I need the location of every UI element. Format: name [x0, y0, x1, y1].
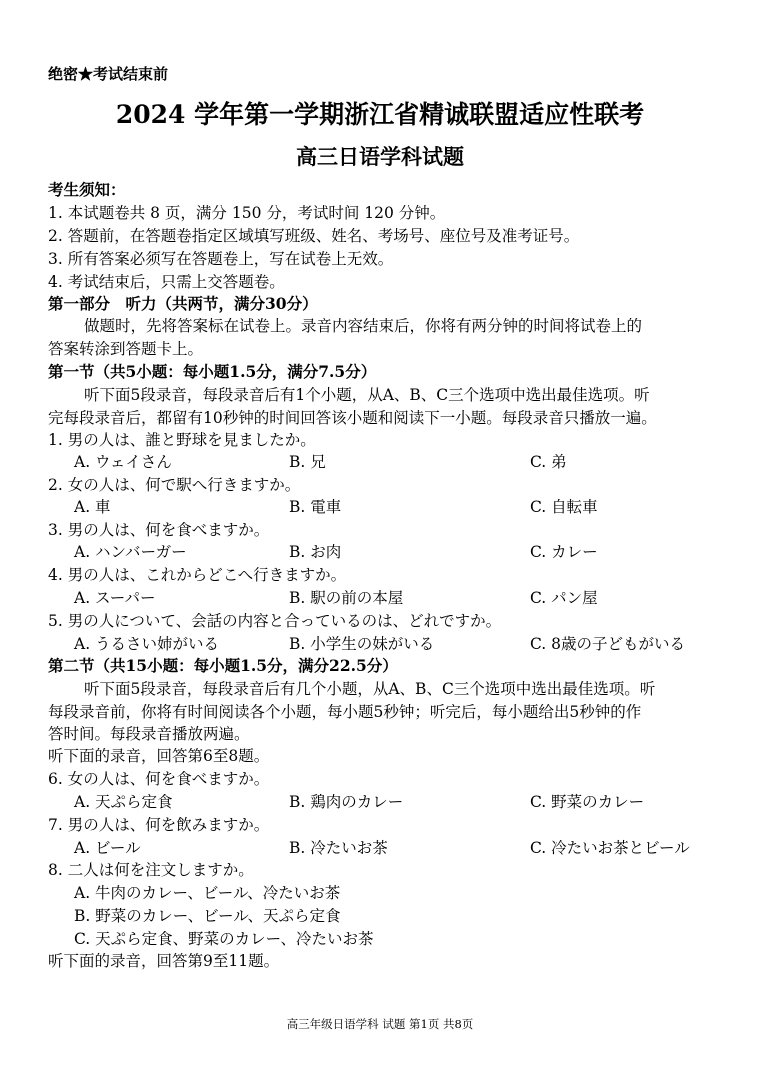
exam-subtitle: 高三日语学科试题 — [296, 144, 464, 169]
question-1: 1. 男の人は、誰と野球を見ましたか。 — [48, 431, 316, 449]
option-a: A. 車 — [74, 498, 111, 516]
part1-intro: 答案转涂到答题卡上。 — [48, 340, 204, 358]
part1-intro: 做题时，先将答案标在试卷上。录音内容结束后，你将有两分钟的时间将试卷上的 — [84, 317, 643, 335]
option-c: C. カレー — [530, 543, 598, 561]
part1-heading: 第一部分 听力（共两节，满分30分） — [48, 294, 318, 313]
option-c: C. 野菜のカレー — [530, 793, 645, 811]
question-5: 5. 男の人について、会話の内容と合っているのは、どれですか。 — [48, 612, 502, 630]
option-b: B. 野菜のカレー、ビール、天ぷら定食 — [74, 907, 341, 925]
section2-intro: 听下面5段录音，每段录音后有几个小题，从A、B、C三个选项中选出最佳选项。听 — [84, 680, 656, 698]
option-c: C. パン屋 — [530, 589, 598, 607]
instruction-item: 2. 答题前，在答题卷指定区域填写班级、姓名、考场号、座位号及准考证号。 — [48, 227, 580, 245]
instruction-item: 4. 考试结束后，只需上交答题卷。 — [48, 273, 285, 291]
option-b: B. 小学生の妹がいる — [289, 635, 435, 653]
option-b: B. 鶏肉のカレー — [289, 793, 404, 811]
option-b: B. 冷たいお茶 — [289, 839, 388, 857]
option-b: B. 兄 — [289, 453, 326, 471]
option-a: A. 牛肉のカレー、ビール、冷たいお茶 — [74, 884, 341, 902]
section2-intro: 答时间。每段录音播放两遍。 — [48, 725, 250, 743]
option-b: B. 電車 — [289, 498, 342, 516]
option-b: B. 駅の前の本屋 — [289, 589, 404, 607]
section1-intro: 完每段录音后，都留有10秒钟的时间回答该小题和阅读下一小题。每段录音只播放一遍。 — [48, 409, 657, 427]
question-8: 8. 二人は何を注文しますか。 — [48, 861, 254, 879]
section2-intro: 每段录音前，你将有时间阅读各个小题，每小题5秒钟；听完后，每小题给出5秒钟的作 — [48, 703, 642, 721]
question-4: 4. 男の人は、これからどこへ行きますか。 — [48, 566, 347, 584]
option-c: C. 天ぷら定食、野菜のカレー、冷たいお茶 — [74, 930, 374, 948]
question-3: 3. 男の人は、何を食べますか。 — [48, 521, 270, 539]
question-7: 7. 男の人は、何を飲みますか。 — [48, 816, 270, 834]
option-a: A. ビール — [74, 839, 141, 857]
option-a: A. うるさい姉がいる — [74, 635, 220, 653]
exam-title: 2024 学年第一学期浙江省精诚联盟适应性联考 — [115, 100, 645, 129]
option-b: B. お肉 — [289, 543, 342, 561]
confidential-label: 绝密★考试结束前 — [48, 65, 169, 83]
option-a: A. ウェイさん — [74, 453, 172, 471]
question-2: 2. 女の人は、何で駅へ行きますか。 — [48, 476, 301, 494]
section1-intro: 听下面5段录音，每段录音后有1个小题，从A、B、C三个选项中选出最佳选项。听 — [84, 386, 650, 404]
instruction-item: 3. 所有答案必须写在答题卷上，写在试卷上无效。 — [48, 250, 394, 268]
question-6: 6. 女の人は、何を食べますか。 — [48, 770, 270, 788]
option-c: C. 自転車 — [530, 498, 598, 516]
listen-instruction: 听下面的录音，回答第9至11题。 — [48, 952, 280, 970]
listen-instruction: 听下面的录音，回答第6至8题。 — [48, 747, 270, 765]
option-c: C. 冷たいお茶とビール — [530, 839, 690, 857]
instruction-item: 1. 本试题卷共 8 页，满分 150 分，考试时间 120 分钟。 — [48, 204, 446, 222]
option-a: A. スーパー — [74, 589, 156, 607]
instructions-heading: 考生须知： — [48, 180, 126, 199]
option-a: A. 天ぷら定食 — [74, 793, 173, 811]
option-c: C. 弟 — [530, 453, 567, 471]
page-footer: 高三年级日语学科 试题 第1页 共8页 — [286, 1017, 474, 1031]
option-c: C. 8歳の子どもがいる — [530, 635, 686, 653]
section2-heading: 第二节（共15小题：每小题1.5分，满分22.5分） — [48, 656, 398, 675]
option-a: A. ハンバーガー — [74, 543, 187, 561]
section1-heading: 第一节（共5小题：每小题1.5分，满分7.5分） — [48, 362, 377, 381]
